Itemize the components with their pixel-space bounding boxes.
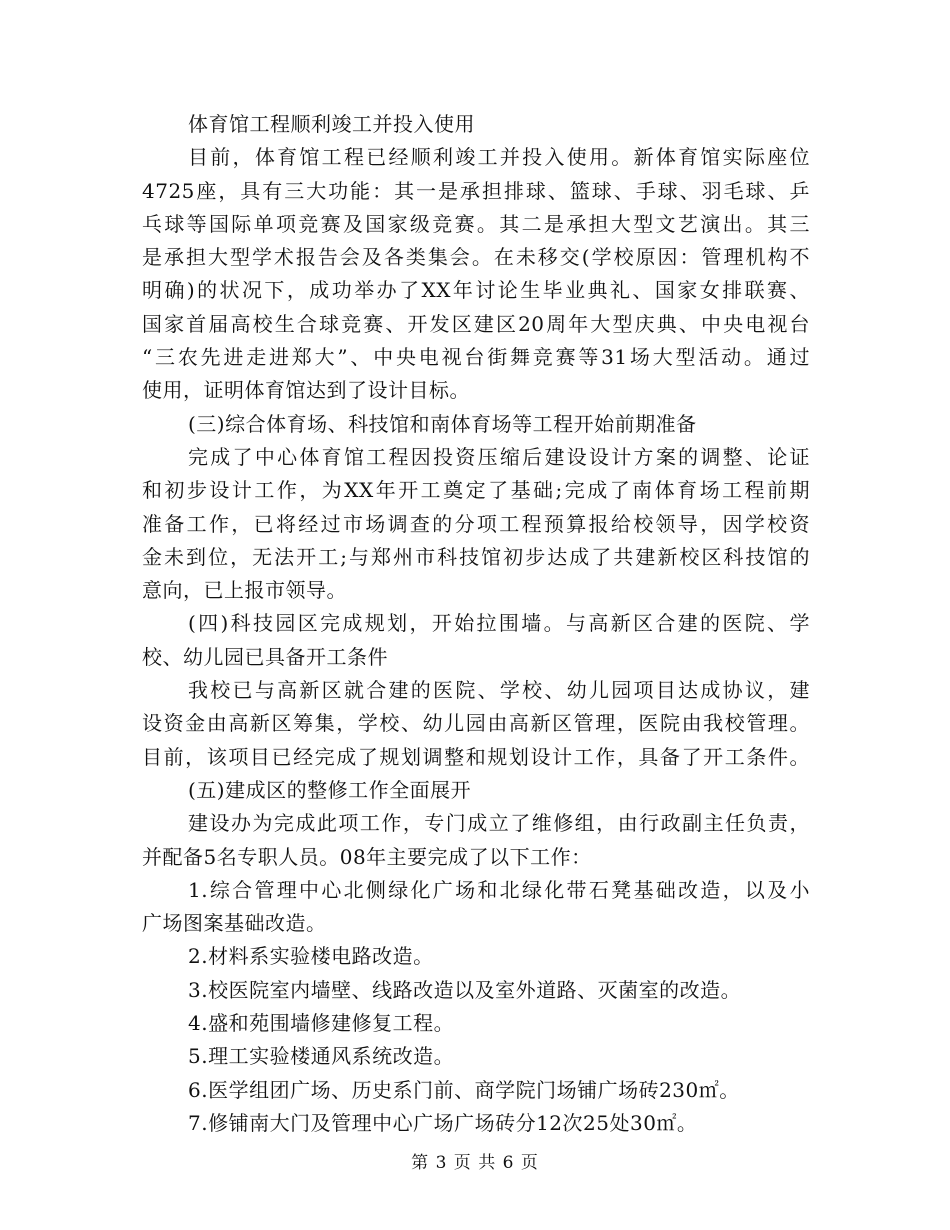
text-line: 校、幼儿园已具备开工条件 — [142, 644, 388, 669]
text-line: 建设办为完成此项工作，专门成立了维修组，由行政副主任负责， — [188, 811, 810, 836]
text-line: 1.综合管理中心北侧绿化广场和北绿化带石凳基础改造，以及小 — [188, 877, 810, 902]
document-body — [142, 108, 810, 1140]
text-line: 3.校医院室内墙壁、线路改造以及室外道路、灭菌室的改造。 — [188, 977, 742, 1002]
text-line: 我校已与高新区就合建的医院、学校、幼儿园项目达成协议，建 — [188, 678, 810, 703]
text-line: 目前，体育馆工程已经顺利竣工并投入使用。新体育馆实际座位 — [188, 145, 810, 170]
text-line: 准备工作，已将经过市场调查的分项工程预算报给校领导，因学校资 — [142, 511, 810, 536]
text-line: 金未到位，无法开工;与郑州市科技馆初步达成了共建新校区科技馆的 — [142, 544, 810, 569]
text-line: 6.医学组团广场、历史系门前、商学院门场铺广场砖230㎡。 — [188, 1077, 740, 1102]
page-footer: 第 3 页 共 6 页 — [411, 1153, 539, 1173]
text-line: 目前，该项目已经完成了规划调整和规划设计工作，具备了开工条件。 — [142, 744, 810, 769]
text-line: 5.理工实验楼通风系统改造。 — [188, 1044, 455, 1069]
text-line: 乓球等国际单项竞赛及国家级竞赛。其二是承担大型文艺演出。其三 — [142, 211, 810, 236]
text-line: (五)建成区的整修工作全面展开 — [188, 777, 472, 802]
text-line: 体育馆工程顺利竣工并投入使用 — [188, 112, 475, 136]
text-line: 使用，证明体育馆达到了设计目标。 — [142, 378, 470, 403]
text-line: 明确)的状况下，成功举办了XX年讨论生毕业典礼、国家女排联赛、 — [142, 278, 810, 303]
text-line: 国家首届高校生合球竞赛、开发区建区20周年大型庆典、中央电视台 — [142, 311, 810, 336]
text-line: 并配备5名专职人员。08年主要完成了以下工作： — [142, 844, 592, 869]
text-line: 和初步设计工作，为XX年开工奠定了基础;完成了南体育场工程前期 — [142, 478, 810, 503]
text-line: 广场图案基础改造。 — [142, 911, 327, 936]
text-line: 完成了中心体育馆工程因投资压缩后建设设计方案的调整、论证 — [188, 444, 810, 469]
text-line: 4.盛和苑围墙修建修复工程。 — [188, 1011, 455, 1036]
text-line: 7.修铺南大门及管理中心广场广场砖分12次25处30㎡。 — [188, 1110, 698, 1135]
text-line: 2.材料系实验楼电路改造。 — [188, 944, 434, 969]
text-line: 是承担大型学术报告会及各类集会。在未移交(学校原因：管理机构不 — [142, 245, 810, 270]
text-line: (四)科技园区完成规划，开始拉围墙。与高新区合建的医院、学 — [188, 611, 810, 636]
text-line: “三农先进走进郑大”、中央电视台街舞竞赛等31场大型活动。通过 — [142, 345, 810, 370]
text-line: (三)综合体育场、科技馆和南体育场等工程开始前期准备 — [188, 411, 697, 436]
text-line: 设资金由高新区筹集，学校、幼儿园由高新区管理，医院由我校管理。 — [142, 711, 810, 736]
text-line: 4725座，具有三大功能：其一是承担排球、篮球、手球、羽毛球、乒 — [142, 178, 810, 203]
text-line: 意向，已上报市领导。 — [142, 578, 347, 603]
